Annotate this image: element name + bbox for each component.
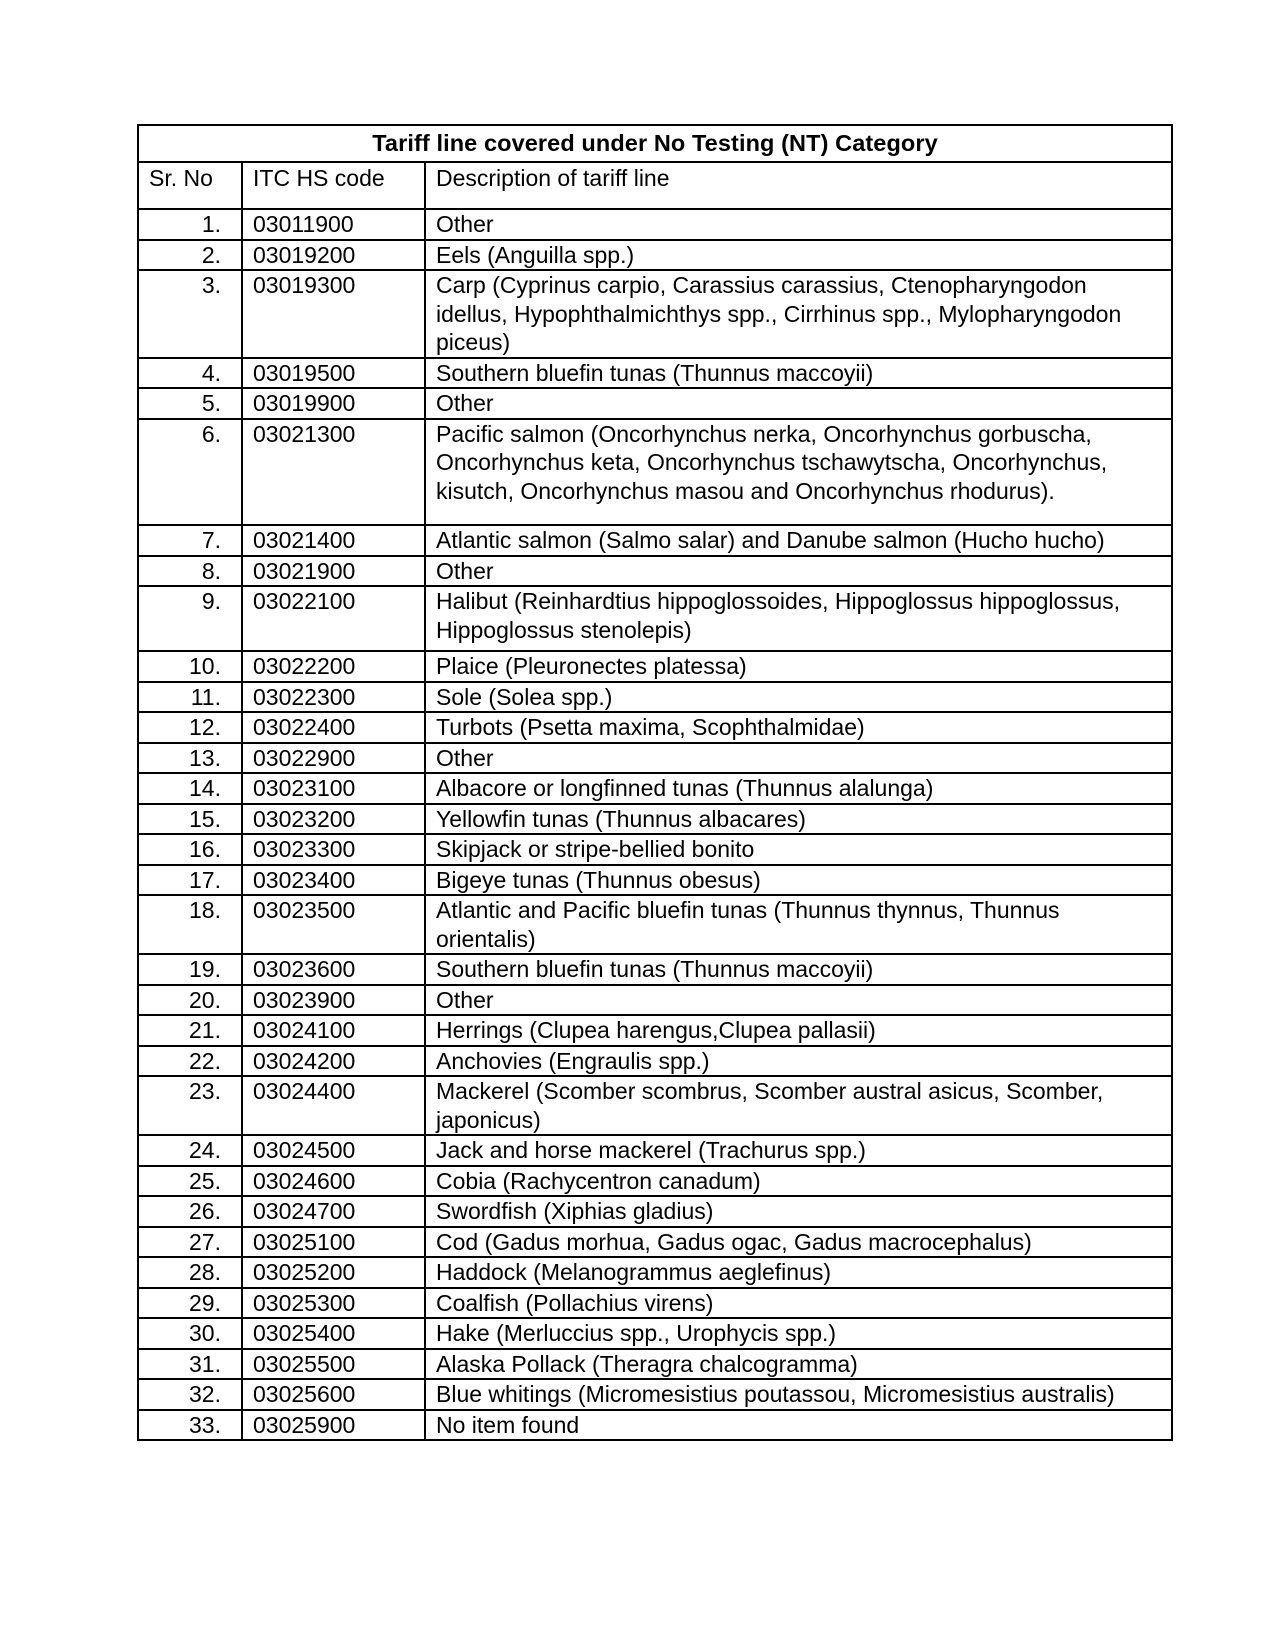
row-sr-no: 12. — [138, 712, 242, 743]
row-description: Anchovies (Engraulis spp.) — [425, 1046, 1172, 1077]
row-description: Sole (Solea spp.) — [425, 682, 1172, 713]
row-description: Atlantic salmon (Salmo salar) and Danube salmon (Hucho hucho) — [425, 525, 1172, 556]
row-sr-no: 6. — [138, 419, 242, 526]
row-hs-code: 03022200 — [242, 651, 425, 682]
row-description: Turbots (Psetta maxima, Scophthalmidae) — [425, 712, 1172, 743]
table-row — [138, 1257, 1172, 1288]
row-description: Haddock (Melanogrammus aeglefinus) — [425, 1257, 1172, 1288]
row-description: Jack and horse mackerel (Trachurus spp.) — [425, 1135, 1172, 1166]
table-row — [138, 1015, 1172, 1046]
row-sr-no: 14. — [138, 773, 242, 804]
row-hs-code: 03019200 — [242, 240, 425, 271]
header-description: Description of tariff line — [425, 162, 1172, 209]
row-hs-code: 03024700 — [242, 1196, 425, 1227]
header-sr-no: Sr. No — [138, 162, 242, 209]
row-hs-code: 03025100 — [242, 1227, 425, 1258]
table-row — [138, 419, 1172, 526]
row-sr-no: 13. — [138, 743, 242, 774]
row-sr-no: 2. — [138, 240, 242, 271]
table-row — [138, 1196, 1172, 1227]
tariff-table — [137, 124, 1173, 1441]
row-sr-no: 18. — [138, 895, 242, 954]
row-sr-no: 28. — [138, 1257, 242, 1288]
row-hs-code: 03019500 — [242, 358, 425, 389]
row-description: Mackerel (Scomber scombrus, Scomber austral asicus, Scomber, japonicus) — [425, 1076, 1172, 1135]
row-hs-code: 03025500 — [242, 1349, 425, 1380]
row-description: Other — [425, 985, 1172, 1016]
table-row — [138, 895, 1172, 954]
row-description: Carp (Cyprinus carpio, Carassius carassius, Ctenopharyngodon idellus, Hypophthalmichthys spp., Cirrhinus spp., Mylopharyngodon piceus) — [425, 270, 1172, 358]
table-row — [138, 270, 1172, 358]
row-description: Herrings (Clupea harengus,Clupea pallasii) — [425, 1015, 1172, 1046]
row-sr-no: 4. — [138, 358, 242, 389]
row-hs-code: 03025300 — [242, 1288, 425, 1319]
row-sr-no: 10. — [138, 651, 242, 682]
row-description: Other — [425, 556, 1172, 587]
row-description: Coalfish (Pollachius virens) — [425, 1288, 1172, 1319]
row-description: Swordfish (Xiphias gladius) — [425, 1196, 1172, 1227]
table-row — [138, 1135, 1172, 1166]
table-row — [138, 358, 1172, 389]
row-description: Cod (Gadus morhua, Gadus ogac, Gadus macrocephalus) — [425, 1227, 1172, 1258]
row-description: Other — [425, 209, 1172, 240]
row-sr-no: 26. — [138, 1196, 242, 1227]
row-sr-no: 27. — [138, 1227, 242, 1258]
table-row — [138, 804, 1172, 835]
table-row — [138, 773, 1172, 804]
row-hs-code: 03019900 — [242, 388, 425, 419]
row-hs-code: 03022300 — [242, 682, 425, 713]
row-hs-code: 03025900 — [242, 1410, 425, 1441]
row-hs-code: 03011900 — [242, 209, 425, 240]
table-row — [138, 1410, 1172, 1441]
row-sr-no: 3. — [138, 270, 242, 358]
row-description: Halibut (Reinhardtius hippoglossoides, Hippoglossus hippoglossus, Hippoglossus stenolepis) — [425, 586, 1172, 651]
row-sr-no: 30. — [138, 1318, 242, 1349]
row-description: Cobia (Rachycentron canadum) — [425, 1166, 1172, 1197]
row-sr-no: 5. — [138, 388, 242, 419]
row-hs-code: 03021300 — [242, 419, 425, 526]
row-hs-code: 03024600 — [242, 1166, 425, 1197]
row-description: No item found — [425, 1410, 1172, 1441]
row-sr-no: 24. — [138, 1135, 242, 1166]
table-row — [138, 1076, 1172, 1135]
table-row — [138, 834, 1172, 865]
row-sr-no: 33. — [138, 1410, 242, 1441]
row-hs-code: 03023300 — [242, 834, 425, 865]
row-sr-no: 9. — [138, 586, 242, 651]
row-sr-no: 8. — [138, 556, 242, 587]
row-description: Yellowfin tunas (Thunnus albacares) — [425, 804, 1172, 835]
header-hs-code: ITC HS code — [242, 162, 425, 209]
row-description: Other — [425, 743, 1172, 774]
row-description: Atlantic and Pacific bluefin tunas (Thunnus thynnus, Thunnus orientalis) — [425, 895, 1172, 954]
row-sr-no: 15. — [138, 804, 242, 835]
row-hs-code: 03023500 — [242, 895, 425, 954]
table-row — [138, 1288, 1172, 1319]
row-sr-no: 23. — [138, 1076, 242, 1135]
row-hs-code: 03022900 — [242, 743, 425, 774]
table-row — [138, 985, 1172, 1016]
title-row — [138, 125, 1172, 162]
row-hs-code: 03023200 — [242, 804, 425, 835]
table-row — [138, 556, 1172, 587]
row-hs-code: 03024200 — [242, 1046, 425, 1077]
row-sr-no: 29. — [138, 1288, 242, 1319]
header-row — [138, 162, 1172, 209]
table-row — [138, 954, 1172, 985]
row-sr-no: 17. — [138, 865, 242, 896]
row-hs-code: 03024100 — [242, 1015, 425, 1046]
table-row — [138, 682, 1172, 713]
row-description: Eels (Anguilla spp.) — [425, 240, 1172, 271]
table-row — [138, 525, 1172, 556]
row-description: Southern bluefin tunas (Thunnus maccoyii) — [425, 358, 1172, 389]
row-description: Albacore or longfinned tunas (Thunnus alalunga) — [425, 773, 1172, 804]
row-sr-no: 22. — [138, 1046, 242, 1077]
table-row — [138, 1227, 1172, 1258]
row-description: Bigeye tunas (Thunnus obesus) — [425, 865, 1172, 896]
row-hs-code: 03019300 — [242, 270, 425, 358]
table-row — [138, 1379, 1172, 1410]
table-row — [138, 865, 1172, 896]
row-hs-code: 03025400 — [242, 1318, 425, 1349]
row-sr-no: 11. — [138, 682, 242, 713]
row-sr-no: 25. — [138, 1166, 242, 1197]
table-row — [138, 1318, 1172, 1349]
row-description: Other — [425, 388, 1172, 419]
row-description: Southern bluefin tunas (Thunnus maccoyii) — [425, 954, 1172, 985]
row-sr-no: 19. — [138, 954, 242, 985]
row-hs-code: 03025200 — [242, 1257, 425, 1288]
row-description: Alaska Pollack (Theragra chalcogramma) — [425, 1349, 1172, 1380]
row-sr-no: 21. — [138, 1015, 242, 1046]
row-sr-no: 31. — [138, 1349, 242, 1380]
row-description: Skipjack or stripe-bellied bonito — [425, 834, 1172, 865]
table-row — [138, 1166, 1172, 1197]
row-description: Plaice (Pleuronectes platessa) — [425, 651, 1172, 682]
table-row — [138, 209, 1172, 240]
row-description: Pacific salmon (Oncorhynchus nerka, Oncorhynchus gorbuscha, Oncorhynchus keta, Oncorhynchus tschawytscha, Oncorhynchus, kisutch, Oncorhynchus masou and Oncorhynchus rhodurus). — [425, 419, 1172, 526]
table-row — [138, 651, 1172, 682]
table-row — [138, 1046, 1172, 1077]
row-hs-code: 03022400 — [242, 712, 425, 743]
row-sr-no: 32. — [138, 1379, 242, 1410]
row-hs-code: 03024400 — [242, 1076, 425, 1135]
row-description: Blue whitings (Micromesistius poutassou, Micromesistius australis) — [425, 1379, 1172, 1410]
row-hs-code: 03022100 — [242, 586, 425, 651]
table-body — [138, 209, 1172, 1440]
row-description: Hake (Merluccius spp., Urophycis spp.) — [425, 1318, 1172, 1349]
row-sr-no: 16. — [138, 834, 242, 865]
row-hs-code: 03023400 — [242, 865, 425, 896]
row-hs-code: 03023600 — [242, 954, 425, 985]
row-hs-code: 03021900 — [242, 556, 425, 587]
row-hs-code: 03023900 — [242, 985, 425, 1016]
table-row — [138, 743, 1172, 774]
row-sr-no: 7. — [138, 525, 242, 556]
table-row — [138, 240, 1172, 271]
row-hs-code: 03025600 — [242, 1379, 425, 1410]
row-hs-code: 03023100 — [242, 773, 425, 804]
table-title: Tariff line covered under No Testing (NT) Category — [138, 125, 1172, 162]
row-sr-no: 20. — [138, 985, 242, 1016]
table-row — [138, 586, 1172, 651]
table-row — [138, 1349, 1172, 1380]
row-hs-code: 03021400 — [242, 525, 425, 556]
row-hs-code: 03024500 — [242, 1135, 425, 1166]
table-row — [138, 388, 1172, 419]
row-sr-no: 1. — [138, 209, 242, 240]
table-row — [138, 712, 1172, 743]
